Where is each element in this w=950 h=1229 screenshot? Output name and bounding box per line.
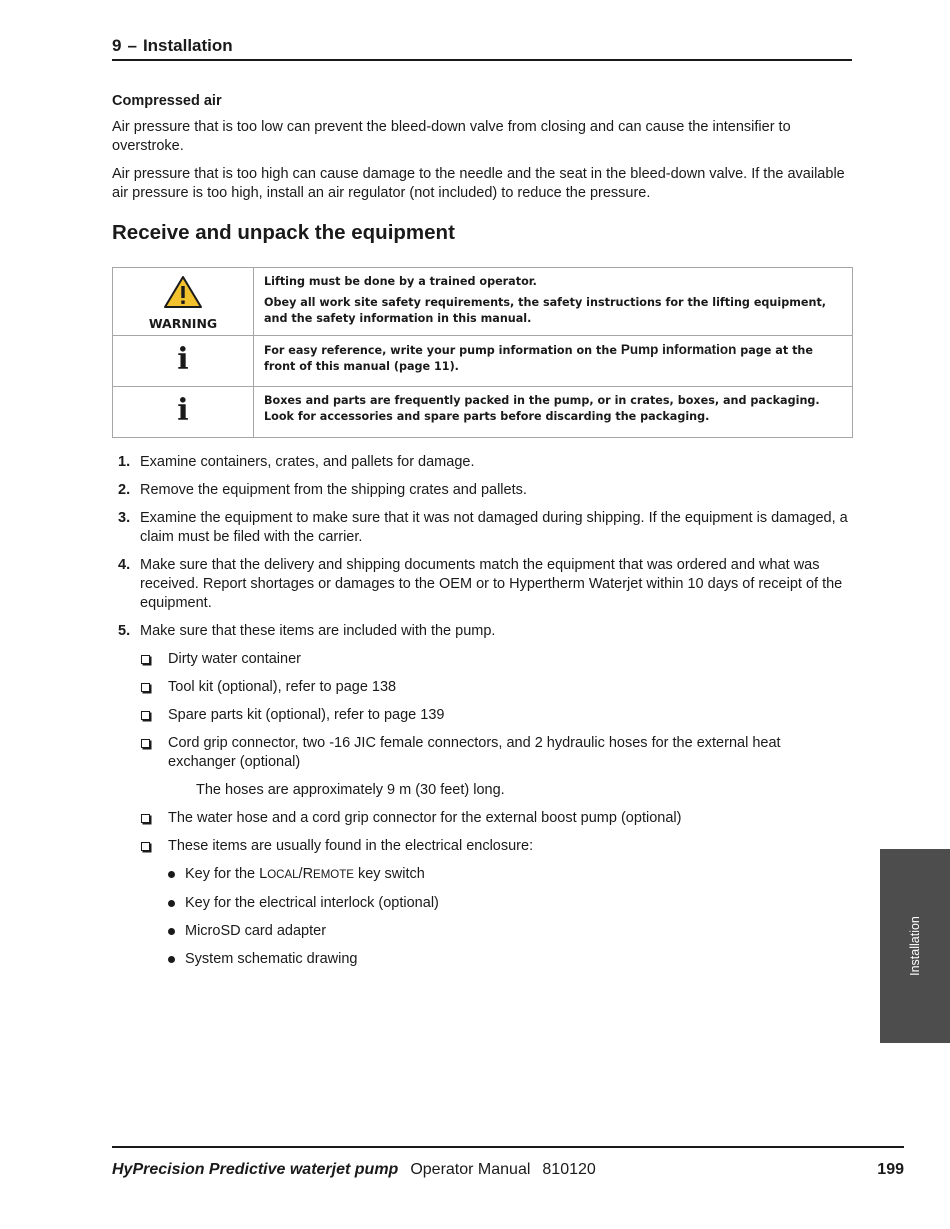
checklist-item [140,706,852,725]
enclosure-item-1-slash: /R [298,866,314,882]
footer-product: HyPrecision Predictive waterjet pump [112,1161,399,1178]
enclosure-item-1-smallcaps-2: EMOTE [313,869,354,881]
side-tab-label: Installation [908,916,922,976]
checklist-text: These items are usually found in the electrical enclosure: [168,838,534,854]
info1-bold: Pump information [620,342,737,357]
checkbox-icon [141,739,150,748]
enclosure-items-list [168,865,852,969]
checklist-text: Dirty water container [168,651,301,667]
chapter-dash: – [127,36,137,55]
chapter-number: 9 [112,36,122,55]
warning-line-1: Lifting must be done by a trained operator. [264,275,537,288]
step-item [112,481,852,500]
info1-text-after: page at the front of this manual (page 11). [264,344,813,373]
checkbox-icon [141,655,150,664]
step-text: Make sure that these items are included with the pump. [140,623,496,639]
checklist-text: Cord grip connector, two -16 JIC female connectors, and 2 hydraulic hoses for the external heat exchanger (optional) [168,735,781,770]
section-title: Receive and unpack the equipment [112,221,455,244]
checklist-text: The water hose and a cord grip connector for the external boost pump (optional) [168,810,682,826]
checklist-text: Spare parts kit (optional), refer to page 139 [168,707,445,723]
checklist-text: Tool kit (optional), refer to page 138 [168,679,397,695]
step-number: 4. [118,557,131,573]
step-item [112,509,852,547]
step-text: Examine containers, crates, and pallets for damage. [140,454,475,470]
info-row-2 [113,387,853,438]
checklist-item [140,809,852,828]
warning-triangle-icon [163,275,203,309]
enclosure-item [168,865,852,885]
warning-icon-cell [113,268,254,336]
hose-length-note: The hoses are approximately 9 m (30 feet) long. [196,782,505,798]
bullet-icon [168,871,175,878]
enclosure-item-text: System schematic drawing [185,951,358,967]
step-number: 1. [118,454,131,470]
chapter-side-tab[interactable] [880,849,950,1043]
page-content [112,93,852,978]
checklist-item [140,734,852,800]
bullet-icon [168,928,175,935]
enclosure-item-1-after: key switch [353,866,425,882]
warning-line-2: Obey all work site safety requirements, the safety instructions for the lifting equipment, and the safety information in this manual. [264,296,827,325]
info2-text: Boxes and parts are frequently packed in the pump, or in crates, boxes, and packaging. Look for accessories and spare parts before discarding the packaging. [264,394,820,423]
step-number: 2. [118,482,131,498]
compressed-air-heading: Compressed air [112,93,222,109]
steps-list [112,453,852,969]
warning-text-cell [254,268,853,336]
compressed-air-para-1: Air pressure that is too low can prevent the bleed-down valve from closing and can cause the intensifier to overstroke. [112,119,791,154]
step-item [112,622,852,969]
safety-notes-table [112,267,853,438]
info-icon: i [177,342,189,377]
enclosure-item [168,922,852,941]
enclosure-item-1-smallcaps-1: OCAL [267,869,299,881]
included-items-checklist [140,650,852,969]
checklist-item [140,837,852,969]
warning-label: WARNING [148,316,218,331]
step-item [112,556,852,613]
bullet-icon [168,900,175,907]
enclosure-item-text: MicroSD card adapter [185,923,327,939]
checklist-item [140,678,852,697]
info-text-cell-2 [254,387,853,438]
footer-part-number: 810120 [542,1161,596,1178]
step-text: Make sure that the delivery and shipping documents match the equipment that was ordered and what was received. Report shortages or damages to the OEM or to Hypertherm Waterjet within 10 days of receipt of the equipment. [140,557,843,611]
checkbox-icon [141,683,150,692]
step-item [112,453,852,472]
page-header [112,36,852,61]
bullet-icon [168,956,175,963]
step-text: Remove the equipment from the shipping crates and pallets. [140,482,527,498]
info-icon-cell-2 [113,387,254,438]
enclosure-item [168,950,852,969]
step-text: Examine the equipment to make sure that it was not damaged during shipping. If the equipment is damaged, a claim must be filed with the carrier. [140,510,848,545]
warning-row [113,268,853,336]
page-number: 199 [877,1161,904,1178]
footer-manual: Operator Manual [410,1161,531,1178]
enclosure-item-text: Key for the electrical interlock (optional) [185,895,439,911]
info-icon: i [177,393,189,428]
info-text-cell-1 [254,336,853,387]
chapter-title: Installation [142,36,233,55]
checklist-item [140,650,852,669]
page-footer [112,1146,904,1179]
info-row-1 [113,336,853,387]
checkbox-icon [141,842,150,851]
compressed-air-para-2: Air pressure that is too high can cause damage to the needle and the seat in the bleed-down valve. If the available air pressure is too high, install an air regulator (not included) to reduce the pressure. [112,166,845,201]
checkbox-icon [141,711,150,720]
info-icon-cell-1 [113,336,254,387]
step-number: 3. [118,510,131,526]
enclosure-item-1-before: Key for the L [185,866,268,882]
checkbox-icon [141,814,150,823]
info1-text-before: For easy reference, write your pump information on the [264,344,621,357]
enclosure-item [168,894,852,913]
step-number: 5. [118,623,131,639]
